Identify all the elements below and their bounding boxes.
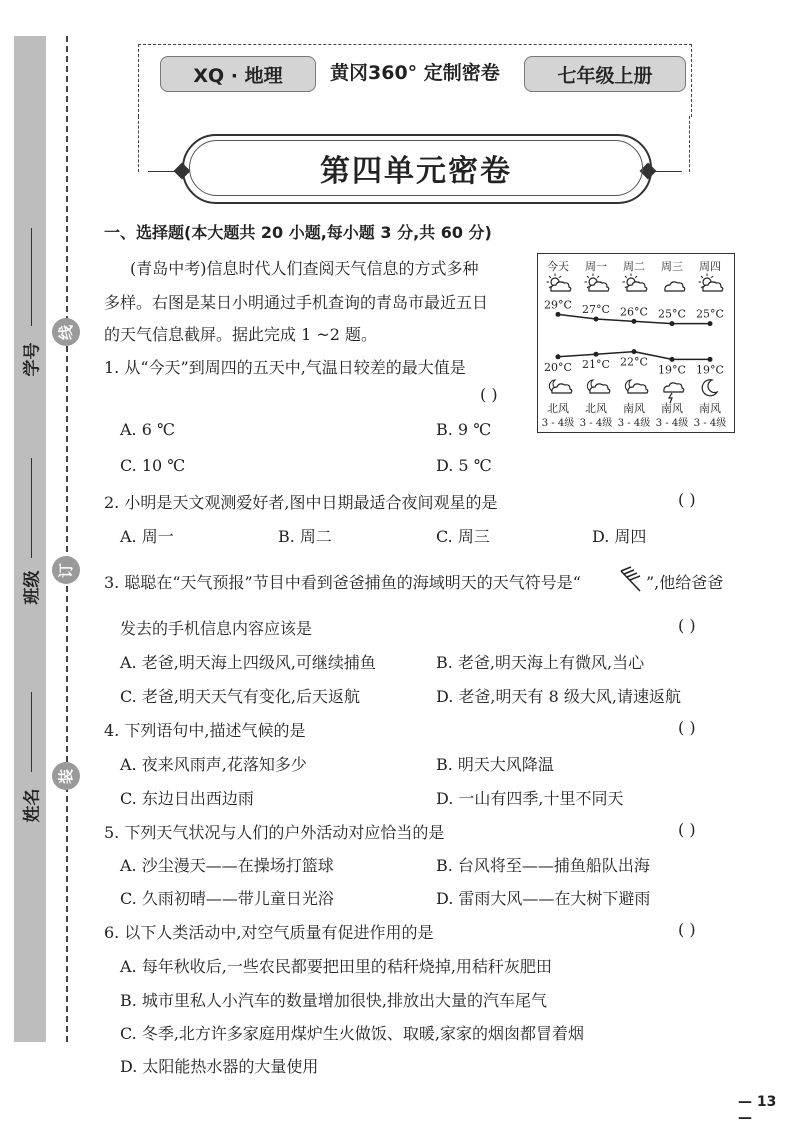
q5-option-c: C. 久雨初晴——带儿童日光浴 — [120, 889, 334, 908]
partly-cloudy-night-icon — [587, 380, 609, 393]
q2-option-c: C. 周三 — [436, 527, 490, 546]
weather-day-label: 今天 — [547, 260, 569, 273]
q2-stem: 2. 小明是天文观测爱好者,图中日期最适合夜间观星的是 — [104, 493, 498, 512]
q4-answer-bracket: ( ) — [678, 718, 696, 737]
q6-option-b: B. 城市里私人小汽车的数量增加很快,排放出大量的汽车尾气 — [120, 991, 548, 1010]
q3-option-c: C. 老爸,明天天气有变化,后天返航 — [120, 687, 361, 706]
q3-option-a: A. 老爸,明天海上四级风,可继续捕鱼 — [120, 653, 376, 672]
student-id-blank — [31, 228, 32, 326]
q1-option-d: D. 5 ℃ — [436, 456, 492, 475]
q5-option-a: A. 沙尘漫天——在操场打篮球 — [120, 856, 334, 875]
wind-direction-label: 南风 — [661, 402, 683, 415]
wind-direction-label: 北风 — [585, 402, 607, 415]
q2-option-a: A. 周一 — [120, 527, 174, 546]
series-name: 黄冈360° 定制密卷 — [330, 62, 500, 84]
wind-level-label: 3 - 4级 — [693, 418, 727, 429]
name-label: 姓名 — [22, 788, 43, 823]
low-temp-point — [594, 352, 599, 357]
low-temp-point — [632, 349, 637, 354]
q5-option-d: D. 雷雨大风——在大树下避雨 — [436, 889, 651, 908]
weather-day-label: 周四 — [699, 260, 721, 273]
q1-option-a: A. 6 ℃ — [120, 420, 175, 439]
low-temp-point — [556, 354, 561, 359]
high-temp-label: 27°C — [582, 303, 610, 316]
partly-cloudy-night-icon — [625, 380, 647, 393]
weather-forecast-figure — [537, 253, 735, 433]
q4-option-c: C. 东边日出西边雨 — [120, 789, 254, 808]
wind-level-label: 3 - 4级 — [617, 418, 651, 429]
weather-svg — [538, 254, 734, 432]
low-temp-label: 21°C — [582, 358, 610, 372]
low-temp-label: 22°C — [620, 355, 648, 369]
q6-option-a: A. 每年秋收后,一些农民都要把田里的秸秆烧掉,用秸秆灰肥田 — [120, 957, 552, 976]
sunny-cloudy-icon — [623, 274, 647, 292]
class-blank — [31, 458, 32, 558]
cloudy-icon — [665, 282, 685, 291]
wind-direction-label: 南风 — [623, 402, 645, 415]
low-temp-point — [708, 357, 713, 362]
high-temp-label: 25°C — [658, 307, 686, 321]
intro-line-2: 多样。右图是某日小明通过手机查询的青岛市最近五日 — [104, 293, 489, 312]
bind-bind-mark: 装 — [52, 762, 80, 790]
high-temp-label: 25°C — [696, 307, 724, 321]
moon-icon — [702, 380, 717, 396]
q3-stem-part-1: 3. 聪聪在“天气预报”节目中看到爸爸捕鱼的海域明天的天气符号是“ — [104, 573, 581, 592]
high-temp-point — [632, 319, 637, 324]
q3-option-b: B. 老爸,明天海上有微风,当心 — [436, 653, 645, 672]
thunderstorm-icon — [664, 383, 684, 403]
intro-line-1: (青岛中考)信息时代人们查阅天气信息的方式多种 — [130, 259, 479, 278]
q1-answer-bracket: ( ) — [480, 385, 498, 404]
title-dash-left — [138, 116, 139, 172]
low-temp-label: 19°C — [658, 363, 686, 377]
q1-option-c: C. 10 ℃ — [120, 456, 186, 475]
grade-pill: 七年级上册 — [524, 56, 686, 92]
high-temp-label: 29°C — [544, 298, 572, 312]
class-label: 班级 — [22, 570, 43, 605]
wind-direction-label: 北风 — [547, 402, 569, 415]
sunny-cloudy-icon — [585, 274, 609, 292]
page-number: — 13 — — [738, 1094, 777, 1126]
q5-option-b: B. 台风将至——捕鱼船队出海 — [436, 856, 650, 875]
q2-answer-bracket: ( ) — [678, 490, 696, 509]
sunny-cloudy-icon — [699, 274, 723, 292]
wind-level-label: 3 - 4级 — [541, 418, 575, 429]
q4-stem: 4. 下列语句中,描述气候的是 — [104, 721, 306, 740]
weather-day-label: 周二 — [623, 260, 645, 273]
q6-option-c: C. 冬季,北方许多家庭用煤炉生火做饭、取暖,家家的烟囱都冒着烟 — [120, 1024, 585, 1043]
wind-level-label: 3 - 4级 — [579, 418, 613, 429]
high-temp-label: 26°C — [620, 305, 648, 319]
wind-direction-label: 南风 — [699, 402, 721, 415]
high-temp-point — [708, 321, 713, 326]
intro-line-3: 的天气信息截屏。据此完成 1 ~2 题。 — [104, 325, 378, 344]
wind-level-label: 3 - 4级 — [655, 418, 689, 429]
q3-option-d: D. 老爸,明天有 8 级大风,请速返航 — [436, 687, 681, 706]
bind-line-mark: 线 — [52, 318, 80, 346]
q2-option-d: D. 周四 — [592, 527, 647, 546]
wind-barb-icon — [618, 566, 644, 594]
q3-stem-part-2: ”,他给爸爸 — [646, 573, 724, 592]
q3-stem-line-2: 发去的手机信息内容应该是 — [120, 619, 313, 638]
low-temp-label: 20°C — [544, 360, 572, 374]
q5-stem: 5. 下列天气状况与人们的户外活动对应恰当的是 — [104, 823, 445, 842]
q4-option-d: D. 一山有四季,十里不同天 — [436, 789, 624, 808]
binding-dashed-line — [66, 36, 68, 1042]
weather-day-label: 周三 — [661, 260, 683, 273]
high-temp-point — [556, 312, 561, 317]
q5-answer-bracket: ( ) — [678, 820, 696, 839]
name-blank — [31, 692, 32, 772]
q3-answer-bracket: ( ) — [678, 616, 696, 635]
q6-option-d: D. 太阳能热水器的大量使用 — [120, 1057, 319, 1076]
title-dash-right — [689, 116, 690, 172]
low-temp-point — [670, 357, 675, 362]
subject-pill: XQ · 地理 — [160, 56, 316, 92]
q4-option-b: B. 明天大风降温 — [436, 755, 554, 774]
q1-stem: 1. 从“今天”到周四的五天中,气温日较差的最大值是 — [104, 358, 466, 377]
student-id-label: 学号 — [22, 342, 43, 377]
section-heading: 一、选择题(本大题共 20 小题,每小题 3 分,共 60 分) — [104, 223, 492, 242]
partly-cloudy-night-icon — [549, 380, 571, 393]
q6-answer-bracket: ( ) — [678, 920, 696, 939]
bind-staple-mark: 订 — [52, 556, 80, 584]
binding-sidebar — [14, 36, 46, 1042]
q6-stem: 6. 以下人类活动中,对空气质量有促进作用的是 — [104, 923, 434, 942]
page-title: 第四单元密卷 — [189, 140, 643, 196]
sunny-cloudy-icon — [547, 274, 571, 292]
q1-option-b: B. 9 ℃ — [436, 420, 492, 439]
high-temp-point — [594, 317, 599, 322]
low-temp-label: 19°C — [696, 363, 724, 377]
weather-day-label: 周一 — [585, 260, 607, 273]
q2-option-b: B. 周二 — [278, 527, 332, 546]
high-temp-point — [670, 321, 675, 326]
q4-option-a: A. 夜来风雨声,花落知多少 — [120, 755, 307, 774]
